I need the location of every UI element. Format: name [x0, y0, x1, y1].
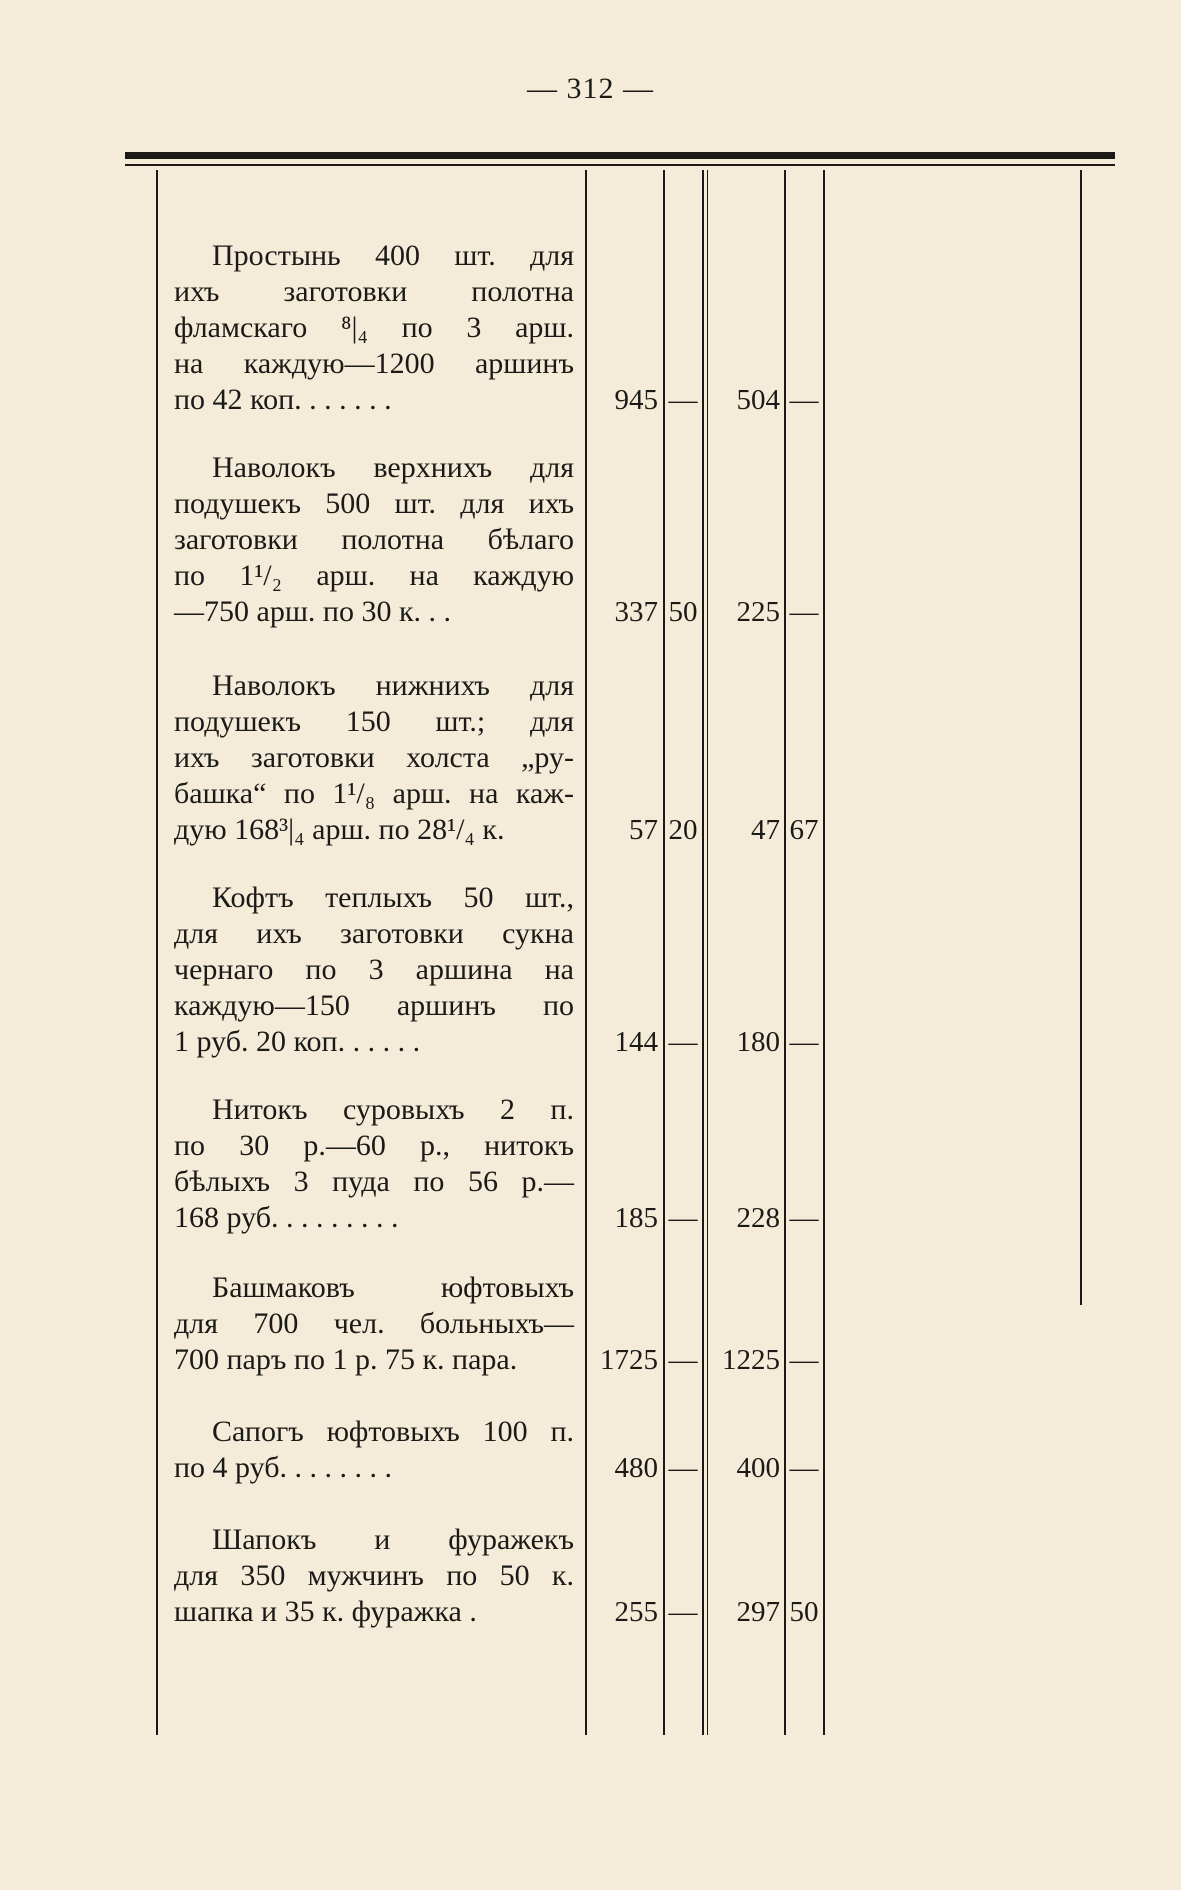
entry-line: подушекъ 150 шт.; для: [174, 705, 574, 738]
amount-rub-2: 228: [736, 1202, 780, 1234]
amount-kop-2: —: [789, 1202, 819, 1234]
entry-leather-shoes: [174, 1270, 574, 1378]
amount-rub-2: 225: [736, 596, 780, 628]
amount-kop-1: —: [668, 1596, 698, 1628]
entry-line: фламскаго ⁸|₄ по 3 арш.: [174, 311, 574, 344]
amount-kop-2: —: [789, 596, 819, 628]
entry-line: по 1¹/₂ арш. на каждую: [174, 559, 574, 592]
amount-kop-1: —: [668, 1202, 698, 1234]
amount-kop-2: —: [789, 1452, 819, 1484]
entry-line: дую 168³|₄ арш. по 28¹/₄ к.: [174, 813, 505, 846]
header-rule-thin: [125, 164, 1115, 166]
entry-line: Нитокъ суровыхъ 2 п.: [212, 1093, 574, 1126]
table-right-border: [823, 170, 825, 1735]
amount-kop-1: —: [668, 1026, 698, 1058]
entry-line: каждую—150 аршинъ по: [174, 989, 574, 1022]
entry-line: Простынь 400 шт. для: [212, 239, 574, 272]
amount-kop-2: —: [789, 1026, 819, 1058]
entry-leather-boots: [174, 1414, 574, 1486]
entry-line: Шапокъ и фуражекъ: [212, 1523, 574, 1556]
entry-line: Кофтъ теплыхъ 50 шт.,: [212, 881, 574, 914]
entry-hats-caps: [174, 1522, 574, 1630]
column-divider-rub2: [702, 170, 704, 1735]
header-rule-thick: [125, 152, 1115, 159]
entry-line: по 42 коп. . . . . . .: [174, 383, 392, 416]
entry-threads: [174, 1092, 574, 1236]
amount-kop-1: —: [668, 1452, 698, 1484]
entry-line: по 4 руб. . . . . . . .: [174, 1451, 393, 1484]
entry-line: бѣлыхъ 3 пуда по 56 р.—: [174, 1165, 574, 1198]
entry-line: на каждую—1200 аршинъ: [174, 347, 574, 380]
entry-lower-pillowcases: [174, 668, 574, 848]
column-divider-kop1: [663, 170, 665, 1735]
entry-line: ихъ заготовки полотна: [174, 275, 574, 308]
entry-line: заготовки полотна бѣлаго: [174, 523, 574, 556]
page-number: — 312 —: [527, 72, 654, 105]
page-outer-rule: [1080, 170, 1082, 1305]
entry-line: 700 паръ по 1 р. 75 к. пара.: [174, 1343, 518, 1376]
amount-rub-2: 400: [736, 1452, 780, 1484]
entry-line: ихъ заготовки холста „ру-: [174, 741, 574, 774]
amount-rub-2: 180: [736, 1026, 780, 1058]
entry-line: шапка и 35 к. фуражка .: [174, 1595, 477, 1628]
amount-rub-2: 297: [736, 1596, 780, 1628]
amount-rub-2: 47: [751, 814, 780, 846]
amount-rub-1: 1725: [600, 1344, 658, 1376]
amount-rub-1: 337: [614, 596, 658, 628]
entry-line: Наволокъ нижнихъ для: [212, 669, 574, 702]
column-divider-rub2-double: [707, 170, 708, 1735]
amount-rub-2: 504: [736, 384, 780, 416]
column-divider-text: [585, 170, 587, 1735]
entry-line: подушекъ 500 шт. для ихъ: [174, 487, 574, 520]
amount-kop-1: —: [668, 1344, 698, 1376]
column-divider-kop2: [784, 170, 786, 1735]
amount-rub-1: 255: [614, 1596, 658, 1628]
entry-line: 1 руб. 20 коп. . . . . .: [174, 1025, 421, 1058]
entry-line: 168 руб. . . . . . . . .: [174, 1201, 399, 1234]
table-left-border: [156, 170, 158, 1735]
amount-kop-2: 50: [789, 1596, 819, 1628]
entry-line: для ихъ заготовки сукна: [174, 917, 574, 950]
amount-kop-1: 50: [668, 596, 698, 628]
entry-upper-pillowcases: [174, 450, 574, 630]
entry-line: Сапогъ юфтовыхъ 100 п.: [212, 1415, 574, 1448]
entry-sheets: [174, 238, 574, 418]
entry-line: для 350 мужчинъ по 50 к.: [174, 1559, 574, 1592]
entry-line: —750 арш. по 30 к. . .: [174, 595, 452, 628]
entry-warm-jackets: [174, 880, 574, 1060]
entry-line: по 30 р.—60 р., нитокъ: [174, 1129, 574, 1162]
amount-kop-1: 20: [668, 814, 698, 846]
amount-rub-2: 1225: [722, 1344, 780, 1376]
amount-rub-1: 185: [614, 1202, 658, 1234]
entry-line: башка“ по 1¹/₈ арш. на каж-: [174, 777, 574, 810]
amount-rub-1: 945: [614, 384, 658, 416]
amount-kop-2: 67: [789, 814, 819, 846]
amount-rub-1: 480: [614, 1452, 658, 1484]
entry-line: для 700 чел. больныхъ—: [174, 1307, 574, 1340]
entry-line: чернаго по 3 аршина на: [174, 953, 574, 986]
amount-rub-1: 57: [629, 814, 658, 846]
entry-line: Башмаковъ юфтовыхъ: [212, 1271, 574, 1304]
entry-line: Наволокъ верхнихъ для: [212, 451, 574, 484]
amount-rub-1: 144: [614, 1026, 658, 1058]
amount-kop-2: —: [789, 384, 819, 416]
amount-kop-1: —: [668, 384, 698, 416]
amount-kop-2: —: [789, 1344, 819, 1376]
